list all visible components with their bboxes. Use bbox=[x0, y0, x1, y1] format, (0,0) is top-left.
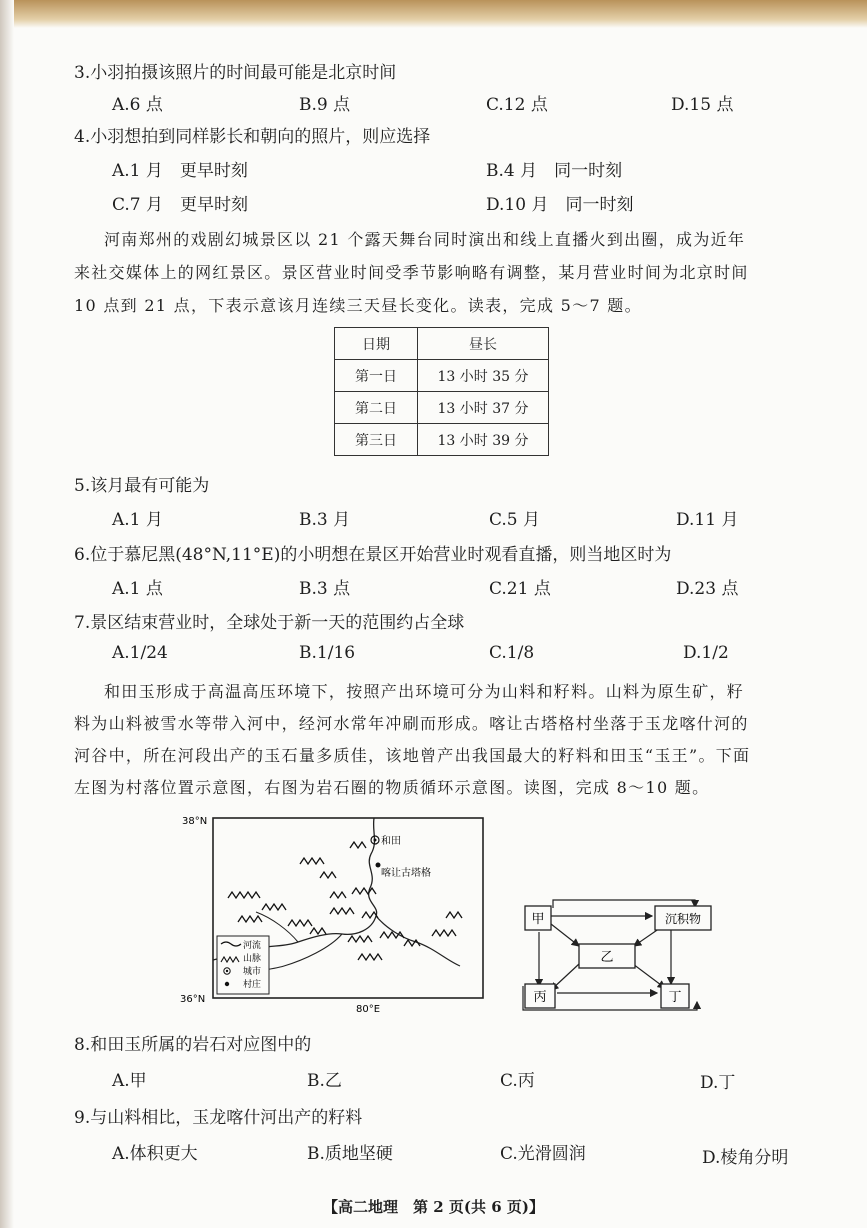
question-9-option-b: B.质地坚硬 bbox=[307, 1144, 393, 1164]
question-3-option-b: B.9 点 bbox=[299, 95, 351, 115]
day-length-table bbox=[334, 327, 549, 456]
question-8-option-b: B.乙 bbox=[307, 1071, 342, 1091]
question-8-option-c: C.丙 bbox=[500, 1071, 535, 1091]
passage1-line-2: 来社交媒体上的网红景区。景区营业时间受季节影响略有调整，某月营业时间为北京时间 bbox=[74, 263, 749, 282]
table-cell: 13 小时 39 分 bbox=[418, 424, 549, 456]
question-7-option-c: C.1/8 bbox=[489, 643, 535, 663]
question-9-option-c: C.光滑圆润 bbox=[500, 1144, 586, 1164]
question-7-option-a: A.1/24 bbox=[112, 643, 168, 663]
table-cell: 13 小时 35 分 bbox=[418, 360, 549, 392]
village-symbol bbox=[376, 863, 381, 868]
question-4-option-d: D.10 月 同一时刻 bbox=[486, 195, 634, 215]
question-6-option-a: A.1 点 bbox=[112, 579, 163, 599]
cycle-node-jia-label: 甲 bbox=[531, 912, 545, 927]
table-row bbox=[335, 360, 549, 392]
question-6-option-b: B.3 点 bbox=[299, 579, 351, 599]
question-3-option-d: D.15 点 bbox=[671, 95, 734, 115]
legend-mountain-label: 山脉 bbox=[243, 954, 262, 964]
question-8-option-a: A.甲 bbox=[112, 1071, 147, 1091]
passage1-line-3: 10 点到 21 点，下表示意该月连续三天昼长变化。读表，完成 5～7 题。 bbox=[74, 296, 642, 315]
question-6-option-d: D.23 点 bbox=[676, 579, 739, 599]
passage2-line-3: 河谷中，所在河段出产的玉石量多质佳，该地曾产出我国最大的籽料和田玉“玉王”。下面 bbox=[74, 746, 751, 765]
question-7-stem: 7.景区结束营业时，全球处于新一天的范围约占全球 bbox=[74, 613, 465, 633]
cycle-node-bing-label: 丙 bbox=[533, 990, 547, 1005]
table-header-row bbox=[335, 328, 549, 360]
city-label-hetian: 和田 bbox=[381, 836, 401, 847]
question-9-stem: 9.与山料相比，玉龙喀什河出产的籽料 bbox=[74, 1108, 363, 1128]
question-9-option-d: D.棱角分明 bbox=[702, 1148, 789, 1168]
cycle-node-ding-label: 丁 bbox=[668, 990, 682, 1005]
question-4-option-c: C.7 月 更早时刻 bbox=[112, 195, 249, 215]
question-4-option-a: A.1 月 更早时刻 bbox=[112, 161, 248, 181]
table-header-date: 日期 bbox=[335, 328, 418, 360]
legend-city-dot bbox=[226, 970, 228, 972]
table-cell: 第二日 bbox=[335, 392, 418, 424]
map-lon-label: 80°E bbox=[356, 1004, 381, 1015]
question-6-option-c: C.21 点 bbox=[489, 579, 551, 599]
map-lat-bottom-label: 36°N bbox=[180, 994, 206, 1005]
village-location-map bbox=[180, 810, 490, 1015]
rock-cycle-diagram bbox=[515, 898, 720, 1020]
table-row bbox=[335, 392, 549, 424]
cycle-node-sediment-label: 沉积物 bbox=[664, 912, 702, 926]
passage2-line-1: 和田玉形成于高温高压环境下，按照产出环境可分为山料和籽料。山料为原生矿，籽 bbox=[104, 682, 745, 701]
table-cell: 13 小时 37 分 bbox=[418, 392, 549, 424]
table-header-daylength: 昼长 bbox=[418, 328, 549, 360]
page-footer: 【高二地理 第 2 页(共 6 页)】 bbox=[323, 1198, 544, 1216]
question-7-option-d: D.1/2 bbox=[683, 643, 729, 663]
table-cell: 第一日 bbox=[335, 360, 418, 392]
river-branch-east bbox=[376, 916, 460, 966]
question-7-option-b: B.1/16 bbox=[299, 643, 356, 663]
passage2-line-4: 左图为村落位置示意图，右图为岩石圈的物质循环示意图。读图，完成 8～10 题。 bbox=[74, 778, 710, 797]
scan-left-edge bbox=[0, 0, 14, 1228]
legend-city-label: 城市 bbox=[243, 967, 262, 977]
table-cell: 第三日 bbox=[335, 424, 418, 456]
question-5-option-d: D.11 月 bbox=[676, 510, 739, 530]
question-9-option-a: A.体积更大 bbox=[112, 1144, 198, 1164]
legend-village-label: 村庄 bbox=[243, 980, 262, 990]
passage1-line-1: 河南郑州的戏剧幻城景区以 21 个露天舞台同时演出和线上直播火到出圈，成为近年 bbox=[104, 230, 746, 249]
cycle-node-yi-label: 乙 bbox=[600, 950, 614, 965]
question-4-option-b: B.4 月 同一时刻 bbox=[486, 161, 623, 181]
scan-top-edge bbox=[0, 0, 867, 28]
question-3-stem: 3.小羽拍摄该照片的时间最可能是北京时间 bbox=[74, 63, 397, 83]
map-lat-top-label: 38°N bbox=[182, 816, 208, 827]
legend-river-label: 河流 bbox=[243, 941, 262, 951]
legend-village-symbol bbox=[225, 982, 229, 986]
question-5-option-a: A.1 月 bbox=[112, 510, 163, 530]
question-8-stem: 8.和田玉所属的岩石对应图中的 bbox=[74, 1035, 312, 1055]
village-label-karangutag: 喀让古塔格 bbox=[381, 868, 431, 879]
question-8-option-d: D.丁 bbox=[700, 1073, 736, 1093]
question-4-stem: 4.小羽想拍到同样影长和朝向的照片，则应选择 bbox=[74, 127, 431, 147]
table-row bbox=[335, 424, 549, 456]
passage2-line-2: 料为山料被雪水等带入河中，经河水常年冲刷而形成。喀让古塔格村坐落于玉龙喀什河的 bbox=[74, 714, 749, 733]
question-5-stem: 5.该月最有可能为 bbox=[74, 476, 210, 496]
question-3-option-a: A.6 点 bbox=[112, 95, 163, 115]
question-5-option-c: C.5 月 bbox=[489, 510, 541, 530]
city-dot bbox=[374, 839, 377, 842]
question-5-option-b: B.3 月 bbox=[299, 510, 351, 530]
question-6-stem: 6.位于慕尼黑(48°N,11°E)的小明想在景区开始营业时观看直播，则当地区时为 bbox=[74, 545, 672, 565]
question-3-option-c: C.12 点 bbox=[486, 95, 548, 115]
